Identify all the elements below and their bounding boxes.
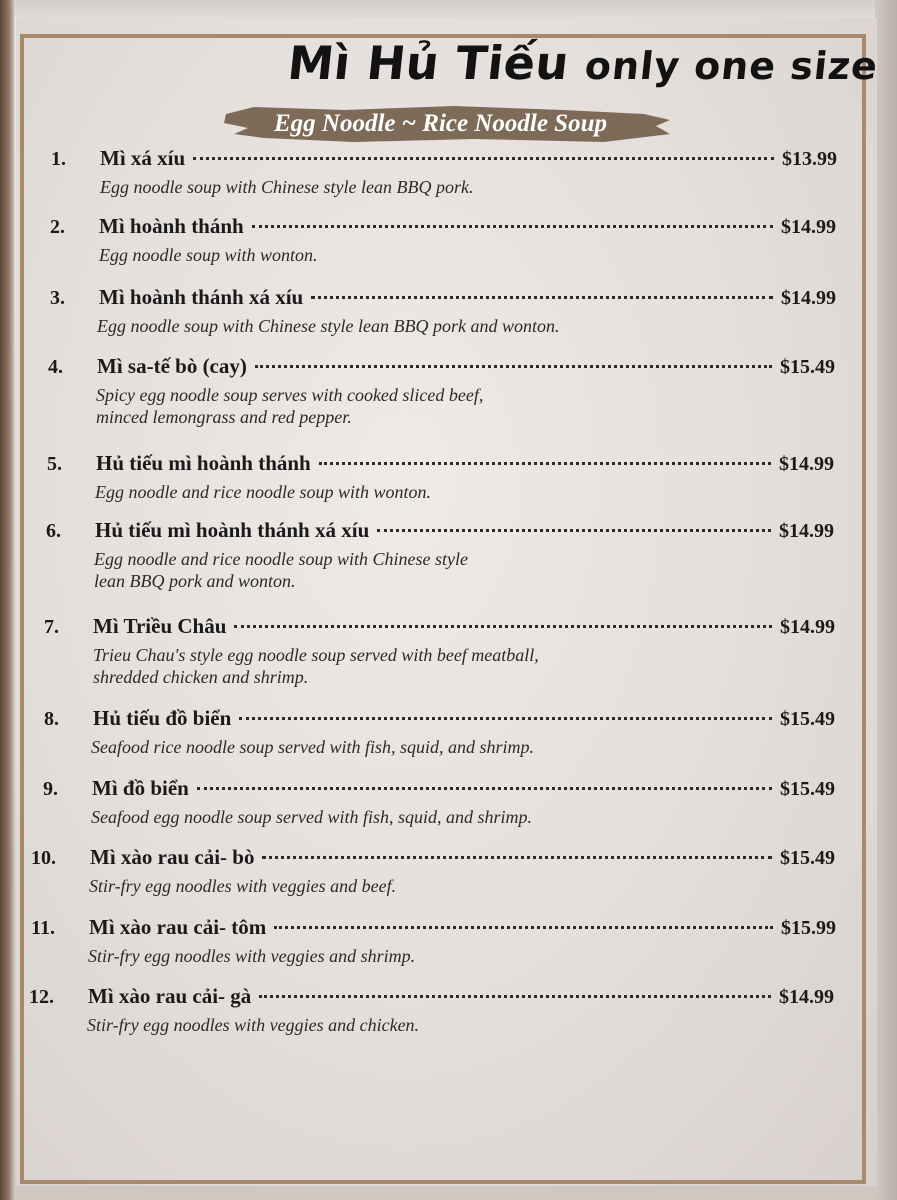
menu-item-price: $14.99 bbox=[781, 216, 836, 238]
menu-item-price: $15.49 bbox=[780, 778, 835, 800]
handwritten-size-note: only one size bbox=[582, 44, 881, 88]
menu-item-description: lean BBQ pork and wonton. bbox=[94, 571, 296, 591]
menu-item-price: $14.99 bbox=[780, 616, 835, 638]
menu-item-description: Egg noodle soup with Chinese style lean BBQ pork and wonton. bbox=[97, 316, 560, 336]
dot-leader bbox=[319, 462, 771, 465]
menu-item-number: 7. bbox=[44, 616, 59, 638]
menu-item-title-row bbox=[95, 518, 834, 544]
handwritten-title bbox=[285, 36, 881, 90]
dot-leader bbox=[234, 625, 772, 628]
section-banner bbox=[224, 104, 672, 144]
menu-item-name: Hủ tiếu đồ biển bbox=[93, 706, 232, 730]
menu-item-title-row bbox=[90, 845, 835, 871]
section-banner-text: Egg Noodle ~ Rice Noodle Soup bbox=[274, 110, 607, 137]
menu-item-description: Egg noodle and rice noodle soup with wonton. bbox=[95, 482, 431, 502]
menu-item-title-row bbox=[97, 354, 835, 380]
menu-item-name: Mì đồ biển bbox=[92, 776, 189, 800]
dot-leader bbox=[193, 157, 774, 160]
menu-item-description: Egg noodle and rice noodle soup with Chinese style bbox=[94, 549, 468, 569]
menu-item-price: $14.99 bbox=[779, 986, 834, 1008]
dot-leader bbox=[255, 365, 772, 368]
menu-item-number: 12. bbox=[29, 986, 54, 1008]
menu-item-description: Spicy egg noodle soup serves with cooked sliced beef, bbox=[96, 385, 484, 405]
menu-item-description: Stir-fry egg noodles with veggies and shrimp. bbox=[88, 946, 416, 966]
menu-item-name: Mì xá xíu bbox=[100, 146, 186, 170]
menu-item-number: 1. bbox=[51, 148, 66, 170]
dot-leader bbox=[262, 856, 772, 859]
menu-item-number: 10. bbox=[31, 847, 56, 869]
menu-item-description: Egg noodle soup with Chinese style lean BBQ pork. bbox=[100, 177, 474, 197]
menu-item-title-row bbox=[93, 614, 835, 640]
menu-item-title-row bbox=[96, 451, 834, 477]
menu-item-number: 8. bbox=[44, 708, 59, 730]
page-top-edge bbox=[0, 0, 897, 18]
menu-item-price: $15.49 bbox=[780, 356, 835, 378]
menu-item-price: $15.99 bbox=[781, 917, 836, 939]
menu-item-description: Seafood egg noodle soup served with fish, squid, and shrimp. bbox=[91, 807, 532, 827]
menu-item-title-row bbox=[88, 984, 834, 1010]
menu-item-name: Mì xào rau cải- tôm bbox=[89, 915, 267, 939]
menu-item-name: Mì xào rau cải- bò bbox=[90, 845, 255, 869]
menu-item-title-row bbox=[89, 915, 836, 941]
menu-item-price: $14.99 bbox=[779, 453, 834, 475]
dot-leader bbox=[239, 717, 772, 720]
menu-item-name: Mì hoành thánh bbox=[99, 214, 244, 238]
menu-item-title-row bbox=[99, 285, 836, 311]
menu-item-description: Stir-fry egg noodles with veggies and beef. bbox=[89, 876, 397, 896]
dot-leader bbox=[252, 225, 773, 228]
menu-item-price: $15.49 bbox=[780, 847, 835, 869]
menu-item-number: 6. bbox=[46, 520, 61, 542]
menu-item-number: 9. bbox=[43, 778, 58, 800]
dot-leader bbox=[259, 995, 771, 998]
binder-edge bbox=[0, 0, 14, 1200]
menu-item-name: Hủ tiếu mì hoành thánh xá xíu bbox=[95, 518, 370, 542]
menu-item-number: 5. bbox=[47, 453, 62, 475]
menu-item-description: Seafood rice noodle soup served with fish, squid, and shrimp. bbox=[91, 737, 534, 757]
menu-item-name: Mì sa-tế bò (cay) bbox=[97, 354, 247, 378]
menu-item-number: 11. bbox=[31, 917, 55, 939]
menu-item-number: 2. bbox=[50, 216, 65, 238]
menu-item-description: Stir-fry egg noodles with veggies and chicken. bbox=[87, 1015, 420, 1035]
dot-leader bbox=[274, 926, 773, 929]
menu-item-price: $15.49 bbox=[780, 708, 835, 730]
menu-item-description: shredded chicken and shrimp. bbox=[93, 667, 309, 687]
page-right-edge bbox=[875, 0, 897, 1200]
menu-item-description: Trieu Chau's style egg noodle soup served with beef meatball, bbox=[93, 645, 539, 665]
menu-item-name: Mì Triều Châu bbox=[93, 614, 227, 638]
dot-leader bbox=[197, 787, 772, 790]
menu-item-price: $13.99 bbox=[782, 148, 837, 170]
menu-item-number: 3. bbox=[50, 287, 65, 309]
menu-item-description: minced lemongrass and red pepper. bbox=[96, 407, 352, 427]
dot-leader bbox=[377, 529, 771, 532]
menu-item-title-row bbox=[93, 706, 835, 732]
menu-item-price: $14.99 bbox=[781, 287, 836, 309]
menu-item-name: Mì hoành thánh xá xíu bbox=[99, 285, 304, 309]
menu-item-name: Mì xào rau cải- gà bbox=[88, 984, 252, 1008]
menu-item-title-row bbox=[100, 146, 837, 172]
menu-item-description: Egg noodle soup with wonton. bbox=[99, 245, 318, 265]
menu-item-name: Hủ tiếu mì hoành thánh bbox=[96, 451, 311, 475]
handwritten-title-text: Mì Hủ Tiếu bbox=[285, 36, 572, 90]
menu-item-number: 4. bbox=[48, 356, 63, 378]
menu-item-price: $14.99 bbox=[779, 520, 834, 542]
menu-border-frame bbox=[20, 34, 866, 1184]
dot-leader bbox=[311, 296, 773, 299]
menu-item-title-row bbox=[99, 214, 836, 240]
menu-item-title-row bbox=[92, 776, 835, 802]
